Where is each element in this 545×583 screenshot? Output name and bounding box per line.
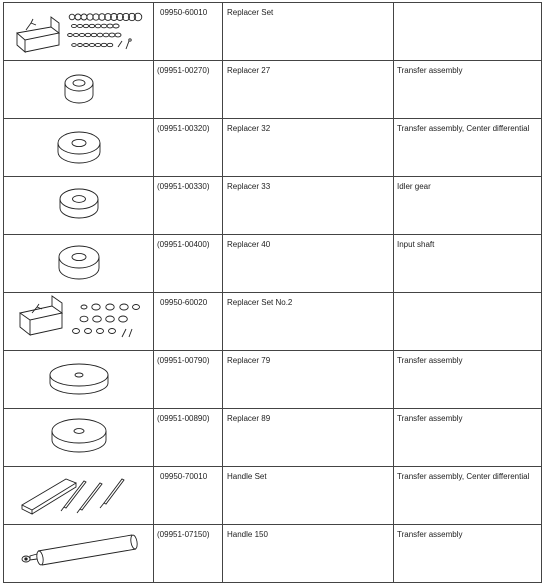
tool-illustration-cell — [4, 351, 154, 409]
replacer-89-icon — [4, 409, 154, 461]
table-row — [4, 177, 542, 235]
table-row — [4, 3, 542, 61]
tool-name: Replacer 27 — [223, 61, 394, 119]
tool-name: Replacer 40 — [223, 235, 394, 293]
tool-name: Handle 150 — [223, 525, 394, 583]
tool-usage: Transfer assembly — [394, 61, 542, 119]
replacer-40-icon — [4, 235, 154, 287]
tool-illustration-cell — [4, 293, 154, 351]
part-number: (09951-00400) — [154, 235, 223, 293]
replacer-32-icon — [4, 119, 154, 171]
table-row — [4, 467, 542, 525]
tool-name: Replacer Set No.2 — [223, 293, 394, 351]
part-number: (09951-00320) — [154, 119, 223, 177]
tool-illustration-cell — [4, 177, 154, 235]
part-number: 09950-70010 — [154, 467, 223, 525]
tool-name: Replacer 32 — [223, 119, 394, 177]
replacer-33-icon — [4, 177, 154, 229]
tool-illustration-cell — [4, 409, 154, 467]
tool-usage: Transfer assembly, Center differential — [394, 119, 542, 177]
tool-name: Replacer Set — [223, 3, 394, 61]
tool-illustration-cell — [4, 3, 154, 61]
part-number: 09950-60010 — [154, 3, 223, 61]
tool-name: Replacer 89 — [223, 409, 394, 467]
tool-usage: Transfer assembly — [394, 409, 542, 467]
tool-illustration-cell — [4, 525, 154, 583]
tool-illustration-cell — [4, 119, 154, 177]
tool-usage: Idler gear — [394, 177, 542, 235]
tool-usage: Transfer assembly, Center differential — [394, 467, 542, 525]
replacer-set-no2-icon — [4, 293, 154, 345]
table-row — [4, 293, 542, 351]
tool-illustration-cell — [4, 235, 154, 293]
tool-usage — [394, 293, 542, 351]
tool-name: Replacer 33 — [223, 177, 394, 235]
tool-name: Replacer 79 — [223, 351, 394, 409]
tool-usage — [394, 3, 542, 61]
table-row — [4, 409, 542, 467]
tool-illustration-cell — [4, 467, 154, 525]
table-row — [4, 119, 542, 177]
tool-usage: Transfer assembly — [394, 525, 542, 583]
part-number: 09950-60020 — [154, 293, 223, 351]
part-number: (09951-00790) — [154, 351, 223, 409]
part-number: (09951-00270) — [154, 61, 223, 119]
tool-usage: Input shaft — [394, 235, 542, 293]
table-row — [4, 235, 542, 293]
tool-illustration-cell — [4, 61, 154, 119]
tool-usage: Transfer assembly — [394, 351, 542, 409]
part-number: (09951-00890) — [154, 409, 223, 467]
replacer-set-icon — [4, 3, 154, 55]
part-number: (09951-00330) — [154, 177, 223, 235]
replacer-27-icon — [4, 61, 154, 113]
replacer-79-icon — [4, 351, 154, 403]
tool-name: Handle Set — [223, 467, 394, 525]
table-row — [4, 351, 542, 409]
handle-set-icon — [4, 467, 154, 519]
handle-150-icon — [4, 525, 154, 577]
table-row — [4, 525, 542, 583]
special-tools-table — [3, 2, 542, 583]
part-number: (09951-07150) — [154, 525, 223, 583]
table-row — [4, 61, 542, 119]
